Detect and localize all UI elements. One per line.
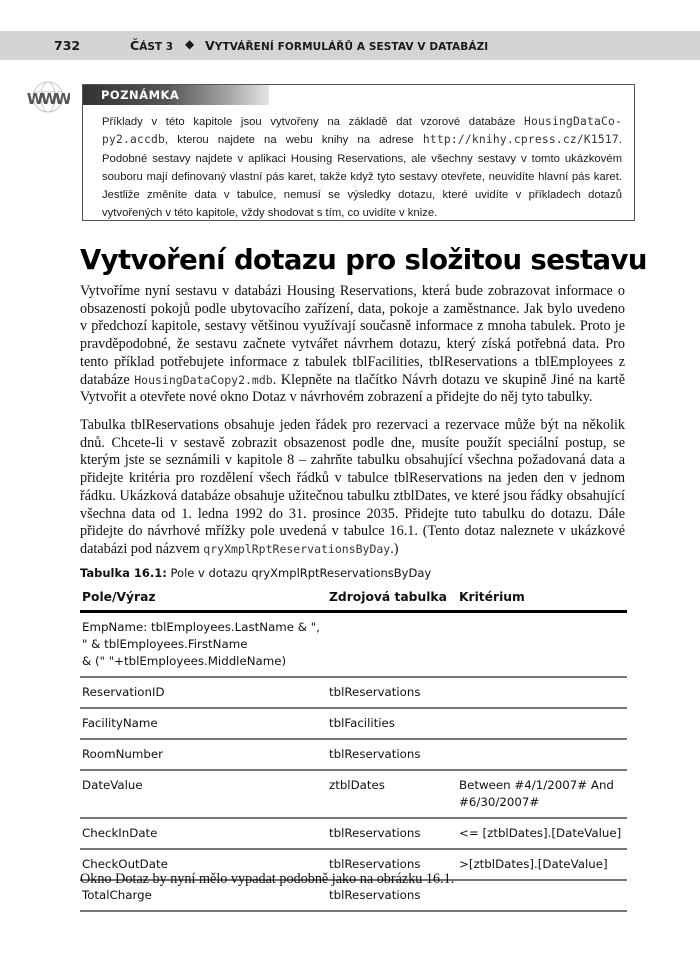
part-label-initial: Č xyxy=(130,38,140,53)
cell-criteria xyxy=(457,739,627,770)
note-text-segment: , kterou najdete na webu knihy na adrese xyxy=(165,134,423,147)
note-url: http://knihy.cpress.cz/K1517 xyxy=(422,133,619,147)
column-header-field: Pole/Výraz xyxy=(80,583,327,612)
body-paragraph xyxy=(80,283,625,407)
paragraph-text: .) xyxy=(390,540,399,557)
cell-field: TotalCharge xyxy=(80,880,327,911)
diamond-icon: ◆ xyxy=(185,37,195,51)
chapter-title-initial: V xyxy=(205,38,215,53)
cell-source: tblReservations xyxy=(327,880,457,911)
cell-field: CheckInDate xyxy=(80,818,327,849)
cell-criteria xyxy=(457,708,627,739)
column-header-source: Zdrojová tabulka xyxy=(327,583,457,612)
note-box xyxy=(82,84,635,221)
cell-field xyxy=(80,612,327,678)
cell-line: & (" "+tblEmployees.MiddleName) xyxy=(82,654,287,668)
www-globe-icon xyxy=(26,80,70,114)
table-caption-text: Pole v dotazu qryXmplRptReservationsByDay xyxy=(166,566,432,580)
table-row xyxy=(80,739,627,770)
body-paragraph: Okno Dotaz by nyní mělo vypadat podobně jako na obrázku 16.1. xyxy=(80,871,455,887)
inline-code: qryXmplRptReservationsByDay xyxy=(203,541,391,556)
table-row xyxy=(80,708,627,739)
cell-line: #6/30/2007# xyxy=(459,795,540,809)
cell-line: Between #4/1/2007# And xyxy=(459,778,614,792)
cell-source xyxy=(327,612,457,678)
paragraph-text: . Klepněte na tlačítko Návrh dotazu ve skupině Jiné na kartě Vytvořit a otevřete nové okno Dotaz v návrhovém zobrazení a přidejte do něj tyto tabulky. xyxy=(80,371,625,406)
cell-criteria xyxy=(457,677,627,708)
paragraph-text: Vytvoříme nyní sestavu v databázi Housing Reservations, která bude zobrazovat informace o obsazenosti pokojů podle ubytovacího zařízení, data, pokoje a zaměstnance. Jak bylo uvedeno v předchozí kapitole, sestavy většinou využívají současně informace z mnoha tabulek. Proto je pravděpodobné, že sestavu začnete vytvářet návrhem dotazu, který získá potřebná data. Pro tento příklad potřebujete informace z tabulek tblFacilities, tblReservations a tblEmployees z databáze xyxy=(80,283,625,388)
body-paragraph xyxy=(80,417,625,559)
note-title: POZNÁMKA xyxy=(83,85,269,105)
table-row xyxy=(80,770,627,818)
cell-field: ReservationID xyxy=(80,677,327,708)
note-text xyxy=(102,113,622,223)
cell-field: DateValue xyxy=(80,770,327,818)
cell-line: " & tblEmployees.FirstName xyxy=(82,637,248,651)
cell-field: RoomNumber xyxy=(80,739,327,770)
table-header-row xyxy=(80,583,627,612)
cell-source: tblReservations xyxy=(327,739,457,770)
cell-source: tblReservations xyxy=(327,849,457,880)
fields-table xyxy=(80,583,627,912)
paragraph-text: Tabulka tblReservations obsahuje jeden řádek pro rezervaci a rezervace může být na několik dnů. Chcete-li v sestavě zobrazit obsazenost podle dne, musíte použít speciální postup, se kterým jste se seznámili v kapitole 8 – zahrňte tabulku obsahující všechna požadovaná data a přidejte kritéria pro rozdělení všech řádků v tabulce tblReservations na jeden den v jednom řádku. Ukázková databáze obsahuje užitečnou tabulku ztblDates, ve které jsou řádky obsahující všechna data od 1. ledna 1992 do 31. prosince 2035. Přidejte tuto tabulku do dotazu. Dále přidejte do návrhové mřížky pole uvedená v tabulce 16.1. (Tento dotaz naleznete v ukázkové databázi pod názvem xyxy=(80,417,625,557)
cell-field: CheckOutDate xyxy=(80,849,327,880)
cell-criteria xyxy=(457,612,627,678)
note-text-segment: Příklady v této kapitole jsou vytvořeny na základě dat vzorové databáze xyxy=(102,116,524,128)
note-text-segment: . Podobné sestavy najdete v aplikaci Housing Reservations, ale všechny sestavy v tomto ukázkovém souboru mají definovaný vlastní pás karet, takže když tyto sestavy otevřete, neuvidíte hlavní pás karet. Jestliže změníte data v tabulce, nemusí se výsledky dotazu, které uvidíte v příkladech dotazů vytvořených v této kapitole, vždy shodovat s tím, co uvidíte v knize. xyxy=(102,134,622,220)
cell-criteria: >[ztblDates].[DateValue] xyxy=(457,849,627,880)
cell-source: tblReservations xyxy=(327,677,457,708)
note-filename: HousingDataCo-py2.accdb xyxy=(102,115,622,147)
section-heading: Vytvoření dotazu pro složitou sestavu xyxy=(80,244,647,276)
svg-text:WWW: WWW xyxy=(26,90,70,108)
cell-source: ztblDates xyxy=(327,770,457,818)
table-row xyxy=(80,612,627,678)
chapter-title xyxy=(205,38,488,53)
cell-criteria: <= [ztblDates].[DateValue] xyxy=(457,818,627,849)
cell-field: FacilityName xyxy=(80,708,327,739)
cell-source: tblReservations xyxy=(327,818,457,849)
inline-code: HousingDataCopy2.mdb xyxy=(134,372,273,387)
part-label xyxy=(130,38,173,53)
part-label-rest: ÁST 3 xyxy=(139,41,173,53)
cell-line: EmpName: tblEmployees.LastName & ", xyxy=(82,620,320,634)
table-row xyxy=(80,818,627,849)
chapter-title-rest: YTVÁŘENÍ FORMULÁŘŮ A SESTAV V DATABÁZI xyxy=(214,41,489,53)
table-caption xyxy=(80,566,431,580)
column-header-criteria: Kritérium xyxy=(457,583,627,612)
table-caption-label: Tabulka 16.1: xyxy=(80,566,167,580)
cell-source: tblFacilities xyxy=(327,708,457,739)
running-header xyxy=(0,31,700,60)
table-row xyxy=(80,677,627,708)
page-number: 732 xyxy=(54,38,81,53)
cell-criteria xyxy=(457,770,627,818)
